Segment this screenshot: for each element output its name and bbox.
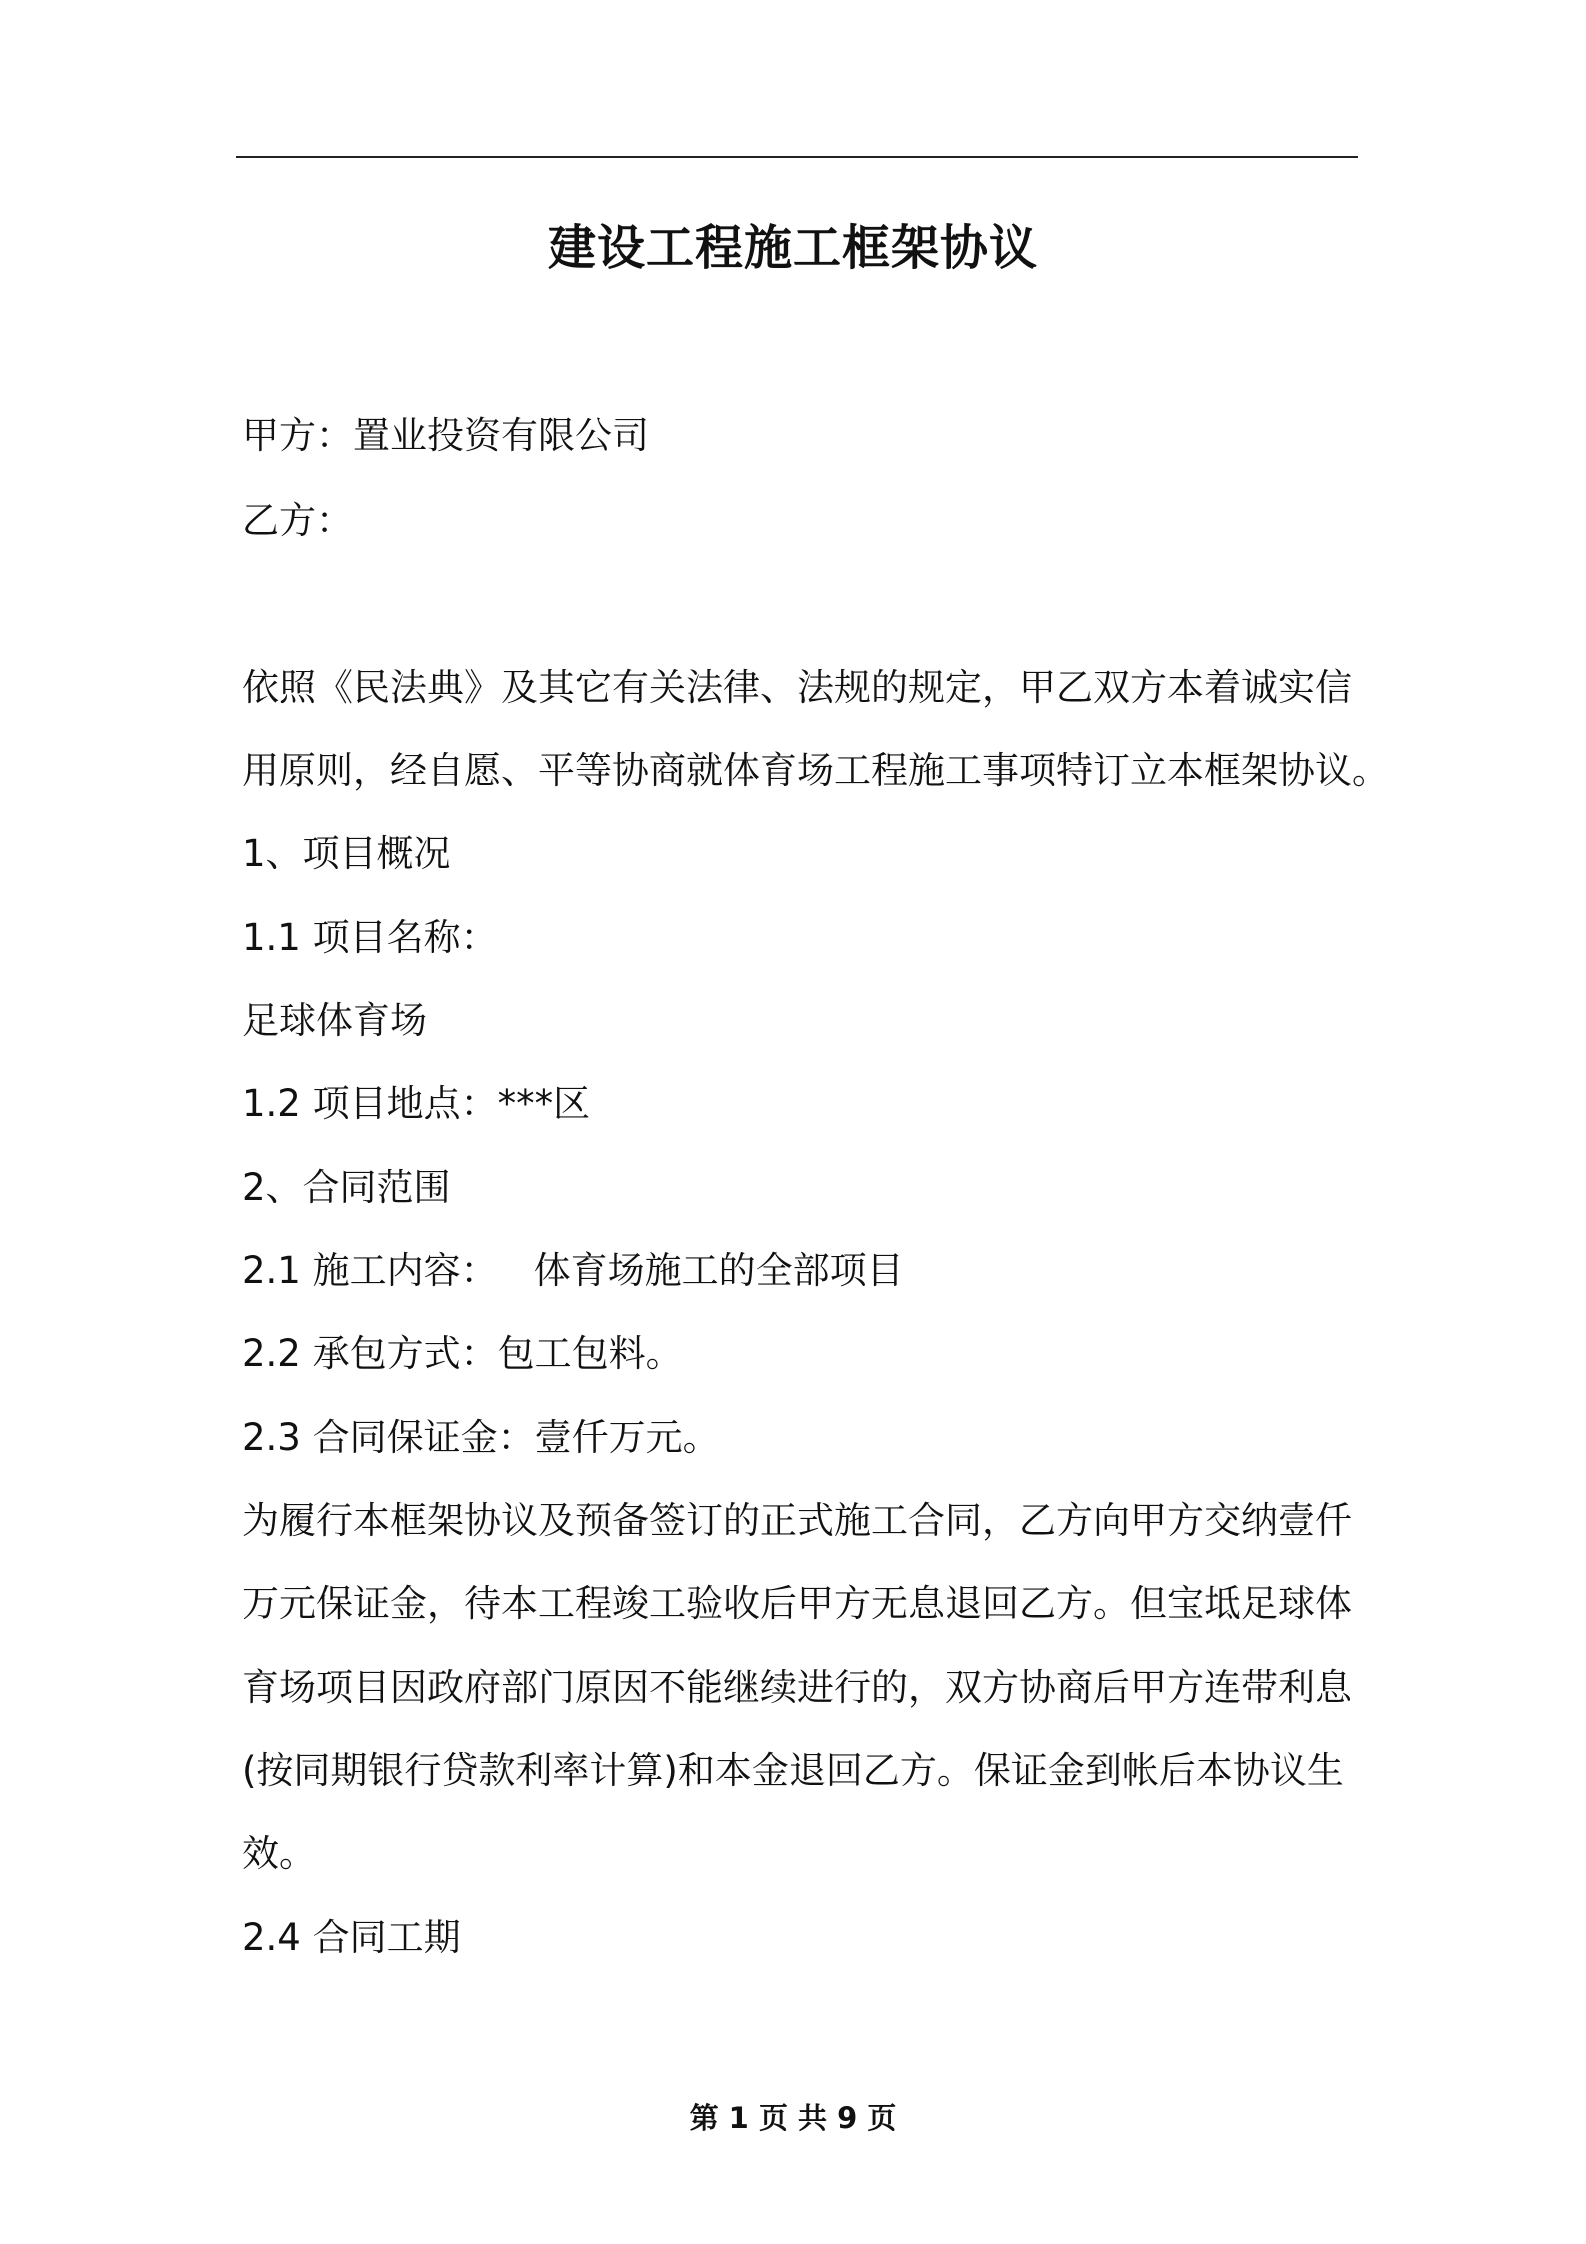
project-name-value: 足球体育场 (242, 999, 427, 1042)
deposit-paragraph-line: 万元保证金，待本工程竣工验收后甲方无息退回乙方。但宝坻足球体 (242, 1582, 1352, 1625)
construction-content-label: 2.1 施工内容： (242, 1249, 498, 1292)
section-2-heading: 2、合同范围 (242, 1166, 451, 1209)
preamble-line-1: 依照《民法典》及其它有关法律、法规的规定，甲乙双方本着诚实信 (242, 666, 1352, 709)
contract-period: 2.4 合同工期 (242, 1916, 461, 1959)
party-a: 甲方：置业投资有限公司 (242, 414, 649, 457)
header-rule (236, 156, 1358, 158)
contract-deposit: 2.3 合同保证金：壹仟万元。 (242, 1416, 720, 1459)
deposit-paragraph-line: (按同期银行贷款利率计算)和本金退回乙方。保证金到帐后本协议生 (242, 1749, 1344, 1792)
page-number: 第 1 页 共 9 页 (689, 2101, 897, 2135)
document-title: 建设工程施工框架协议 (547, 220, 1038, 276)
project-location: 1.2 项目地点：***区 (242, 1082, 591, 1125)
project-name-label: 1.1 项目名称： (242, 916, 498, 959)
contract-method: 2.2 承包方式：包工包料。 (242, 1332, 683, 1375)
deposit-paragraph-line: 效。 (242, 1832, 316, 1875)
construction-content-value: 体育场施工的全部项目 (533, 1249, 904, 1292)
section-1-heading: 1、项目概况 (242, 832, 451, 875)
preamble-line-2: 用原则，经自愿、平等协商就体育场工程施工事项特订立本框架协议。 (242, 749, 1389, 792)
deposit-paragraph-line: 育场项目因政府部门原因不能继续进行的，双方协商后甲方连带利息 (242, 1666, 1352, 1709)
construction-content (242, 1243, 904, 1299)
party-b: 乙方： (242, 499, 353, 542)
deposit-paragraph-line: 为履行本框架协议及预备签订的正式施工合同，乙方向甲方交纳壹仟 (242, 1499, 1352, 1542)
